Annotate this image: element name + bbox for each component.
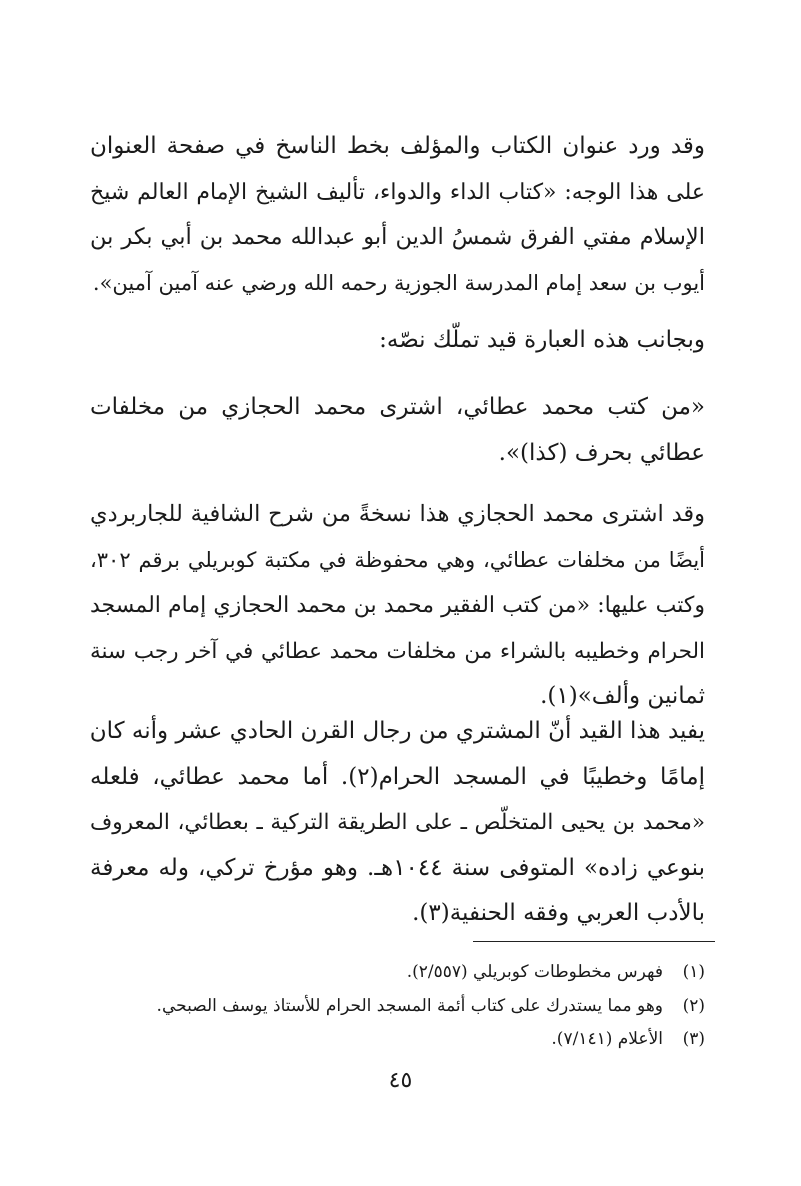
footnote-text: الأعلام (٧/١٤١).	[551, 1029, 663, 1049]
text-line: «من كتب محمد عطائي، اشترى محمد الحجازي من مخلفات	[90, 394, 705, 420]
footnote-2	[90, 989, 705, 1023]
paragraph-hijazi-copy	[90, 492, 705, 720]
text-line: الحرام وخطيبه بالشراء من مخلفات محمد عطائي في آخر رجب سنة	[90, 638, 705, 664]
paragraph-title-description	[90, 124, 705, 306]
text-line: عطائي بحرف (كذا)».	[498, 439, 705, 466]
text-line: يفيد هذا القيد أنّ المشتري من رجال القرن الحادي عشر وأنه كان	[89, 718, 705, 744]
text-line: وقد اشترى محمد الحجازي هذا نسخةً من شرح الشافية للجاربردي	[90, 501, 705, 527]
paragraph-quote	[90, 385, 705, 476]
footnote-number: (٣)	[682, 1029, 705, 1049]
text-line: وكتب عليها: «من كتب الفقير محمد بن محمد الحجازي إمام المسجد	[90, 593, 705, 618]
footnote-separator	[473, 941, 715, 942]
text-line: بنوعي زاده» المتوفى سنة ١٠٤٤هـ. وهو مؤرخ تركي، وله معرفة	[90, 854, 705, 881]
text-line: على هذا الوجه: «كتاب الداء والدواء، تأليف الشيخ الإمام العالم شيخ	[90, 179, 705, 205]
paragraph-analysis	[90, 709, 705, 937]
footnote-text: وهو مما يستدرك على كتاب أئمة المسجد الحرام للأستاذ يوسف الصبحي.	[156, 996, 663, 1016]
text-line: وبجانب هذه العبارة قيد تملّك نصّه:	[379, 327, 705, 353]
paragraph-ownership-note	[90, 318, 705, 364]
footnote-number: (٢)	[682, 996, 705, 1016]
footnote-3	[90, 1022, 705, 1056]
text-line: بالأدب العربي وفقه الحنفية(٣).	[412, 900, 705, 926]
text-line: أيضًا من مخلفات عطائي، وهي محفوظة في مكتبة كوبريلي برقم ٣٠٢،	[90, 547, 705, 572]
text-line: إمامًا وخطيبًا في المسجد الحرام(٢). أما محمد عطائي، فلعله	[90, 763, 705, 790]
text-line: «محمد بن يحيى المتخلّص ـ على الطريقة التركية ـ بعطائي، المعروف	[90, 810, 705, 835]
footnote-text: فهرس مخطوطات كوبريلي (٢/٥٥٧).	[406, 962, 663, 982]
text-line: الإسلام مفتي الفرق شمسُ الدين أبو عبدالله محمد بن أبي بكر بن	[90, 224, 705, 250]
page-number: ٤٥	[388, 1068, 413, 1093]
footnote-number: (١)	[682, 962, 705, 982]
footnote-1	[90, 955, 705, 989]
text-line: ثمانين وألف»(١).	[540, 683, 705, 709]
text-line: وقد ورد عنوان الكتاب والمؤلف بخط الناسخ في صفحة العنوان	[90, 133, 705, 159]
text-line: أيوب بن سعد إمام المدرسة الجوزية رحمه الله ورضي عنه آمين آمين».	[92, 270, 705, 295]
